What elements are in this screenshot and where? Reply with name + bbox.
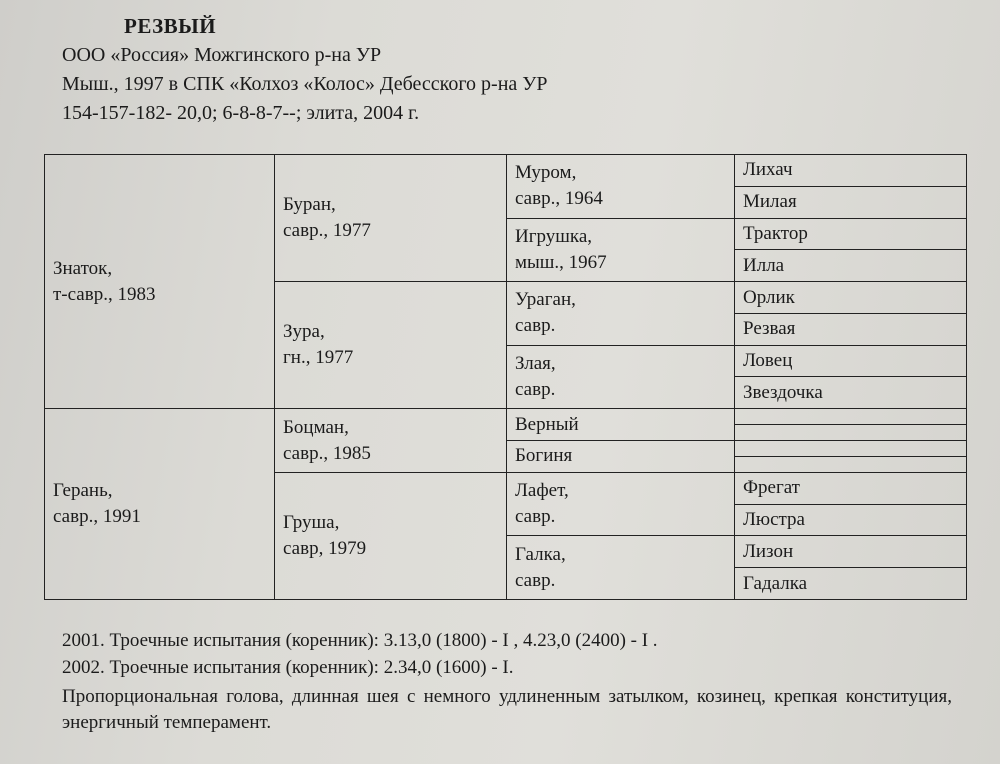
gen4-cell: Люстра xyxy=(735,504,967,536)
gen4-cell: Лизон xyxy=(735,536,967,568)
dam-sire-cell: Боцман, савр., 1985 xyxy=(275,409,507,473)
gen3-cell: Муром, савр., 1964 xyxy=(507,155,735,219)
trial-2001: 2001. Троечные испытания (коренник): 3.13,0 (1800) - I , 4.23,0 (2400) - I . xyxy=(62,630,658,651)
gen4-cell: Лихач xyxy=(735,155,967,187)
horse-name-title: РЕЗВЫЙ xyxy=(124,14,217,38)
sire-dam-cell: Зура, гн., 1977 xyxy=(275,282,507,409)
gen3-cell: Верный xyxy=(507,409,735,441)
dam-name: Герань, xyxy=(53,480,113,502)
pedigree-table xyxy=(44,154,967,600)
gen4-cell: Трактор xyxy=(735,218,967,250)
dam-cell xyxy=(45,409,275,600)
trial-2002: 2002. Троечные испытания (коренник): 2.34,0 (1600) - I. xyxy=(62,657,514,678)
gen4-cell: Ловец xyxy=(735,345,967,377)
gen4-cell: Звездочка xyxy=(735,377,967,409)
dam-dam-cell: Груша, савр, 1979 xyxy=(275,472,507,599)
sire-sire-cell: Буран, савр., 1977 xyxy=(275,155,507,282)
description-paragraph: Пропорциональная голова, длинная шея с немного удлиненным затылком, козинец, крепкая конституция, энергичный темперамент. xyxy=(62,686,952,733)
gen3-cell: Галка, савр. xyxy=(507,536,735,600)
gen4-cell: Илла xyxy=(735,250,967,282)
gen4-cell xyxy=(735,456,967,472)
gen3-cell: Злая, савр. xyxy=(507,345,735,409)
gen4-cell: Фрегат xyxy=(735,472,967,504)
sire-name: Знаток, xyxy=(53,257,113,279)
gen4-cell xyxy=(735,441,967,457)
gen3-cell: Лафет, савр. xyxy=(507,472,735,536)
gen4-cell: Орлик xyxy=(735,282,967,314)
birth-line: Мыш., 1997 в СПК «Колхоз «Колос» Дебесского р-на УР xyxy=(62,73,548,95)
gen3-cell: Богиня xyxy=(507,441,735,473)
gen3-cell: Ураган, савр. xyxy=(507,282,735,346)
breeder-line: ООО «Россия» Можгинского р-на УР xyxy=(62,44,382,66)
gen4-cell: Резвая xyxy=(735,313,967,345)
sire-info: т-савр., 1983 xyxy=(53,283,156,305)
gen4-cell xyxy=(735,425,967,441)
measurements-line: 154-157-182- 20,0; 6-8-8-7--; элита, 2004 г. xyxy=(62,102,420,124)
gen4-cell xyxy=(735,409,967,425)
gen4-cell: Милая xyxy=(735,186,967,218)
sire-cell xyxy=(45,155,275,409)
dam-info: савр., 1991 xyxy=(53,506,141,528)
gen3-cell: Игрушка, мыш., 1967 xyxy=(507,218,735,282)
gen4-cell: Гадалка xyxy=(735,568,967,600)
